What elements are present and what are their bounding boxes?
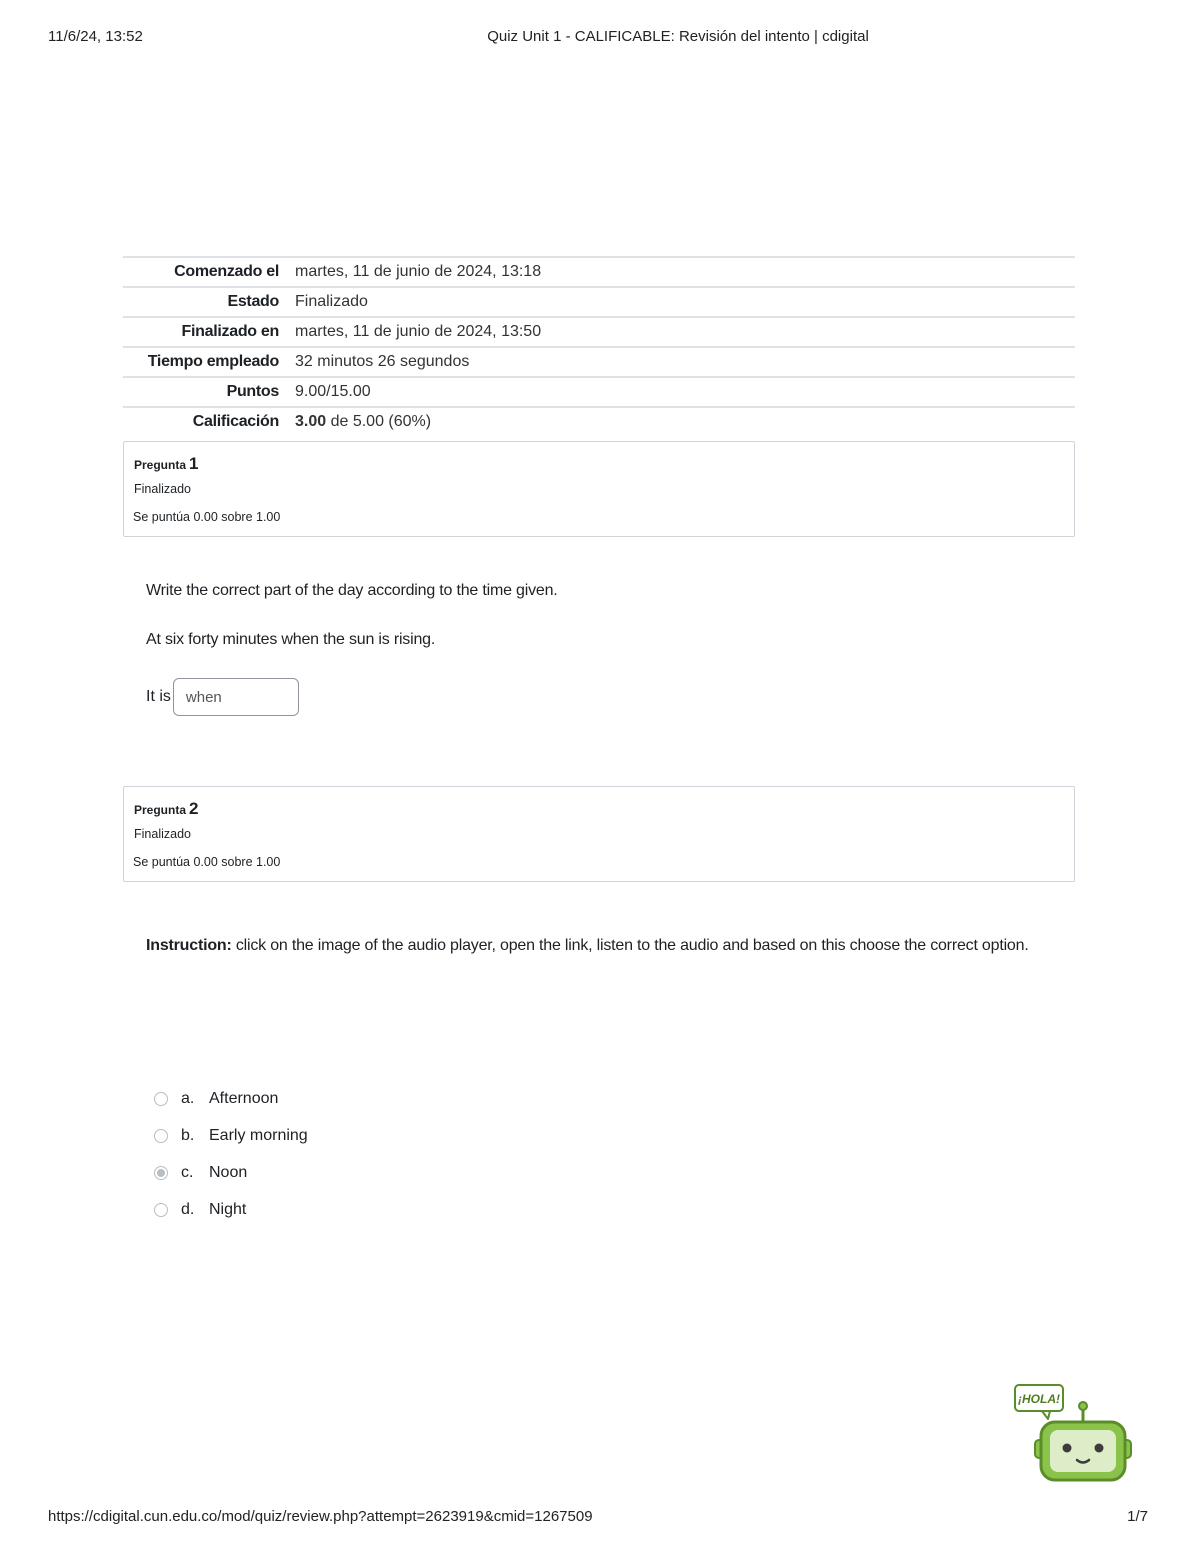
summary-label: Puntos (226, 383, 279, 400)
answer-options (154, 1080, 308, 1228)
question-number-value: 2 (189, 799, 199, 818)
option-letter: a. (181, 1089, 195, 1107)
question-label: Pregunta (134, 458, 187, 472)
summary-row-finished (123, 318, 1075, 348)
radio-button[interactable] (154, 1092, 168, 1106)
summary-label: Calificación (192, 413, 279, 430)
summary-row-time-taken (123, 348, 1075, 378)
summary-value: martes, 11 de junio de 2024, 13:50 (295, 323, 542, 340)
summary-row-state (123, 288, 1075, 318)
question-grade: Se puntúa 0.00 sobre 1.00 (133, 510, 281, 524)
option-letter: c. (181, 1163, 194, 1181)
question-state: Finalizado (134, 827, 191, 841)
instruction-text: click on the image of the audio player, open the link, listen to the audio and based on this choose the correct option. (231, 937, 1029, 954)
print-page-number: 1/7 (1127, 1508, 1148, 1525)
question-2-info (123, 786, 1075, 882)
summary-label: Comenzado el (174, 263, 279, 280)
question-1-info (123, 441, 1075, 537)
summary-value: 9.00/15.00 (295, 383, 371, 400)
option-b[interactable] (154, 1117, 308, 1154)
summary-value: 32 minutos 26 segundos (295, 353, 470, 370)
question-number (134, 454, 198, 474)
summary-row-points (123, 378, 1075, 408)
summary-label: Tiempo empleado (147, 353, 279, 370)
option-text: Noon (209, 1163, 248, 1181)
question-state: Finalizado (134, 482, 191, 496)
answer-input[interactable] (173, 678, 299, 716)
question-grade: Se puntúa 0.00 sobre 1.00 (133, 855, 281, 869)
summary-label: Finalizado en (181, 323, 279, 340)
question-number-value: 1 (189, 454, 199, 473)
chatbot-widget[interactable] (1012, 1382, 1132, 1486)
option-text: Early morning (209, 1126, 308, 1144)
option-letter: d. (181, 1200, 195, 1218)
chatbot-bubble-text: ¡HOLA! (1018, 1392, 1060, 1406)
instruction-label: Instruction: (146, 937, 232, 954)
radio-button-selected[interactable] (154, 1166, 168, 1180)
question-label: Pregunta (134, 803, 187, 817)
grade-value: 3.00 (295, 413, 327, 430)
option-text: Afternoon (209, 1089, 279, 1107)
summary-value: martes, 11 de junio de 2024, 13:18 (295, 263, 542, 280)
summary-row-grade (123, 408, 1075, 436)
question-2-instruction (146, 934, 1046, 958)
answer-prefix: It is (146, 688, 171, 705)
print-page-title: Quiz Unit 1 - CALIFICABLE: Revisión del intento | cdigital (487, 28, 869, 45)
option-text: Night (209, 1200, 247, 1218)
summary-value: Finalizado (295, 293, 368, 310)
print-datetime: 11/6/24, 13:52 (48, 28, 143, 45)
robot-icon[interactable] (1012, 1382, 1132, 1486)
question-1-answer (146, 678, 299, 716)
attempt-summary-table (123, 256, 1075, 436)
question-1-text: Write the correct part of the day according to the time given. (146, 582, 558, 599)
question-number (134, 799, 198, 819)
summary-value (295, 413, 1075, 431)
option-c[interactable] (154, 1154, 308, 1191)
question-1-prompt: At six forty minutes when the sun is rising. (146, 631, 436, 648)
print-url: https://cdigital.cun.edu.co/mod/quiz/review.php?attempt=2623919&cmid=1267509 (48, 1508, 593, 1525)
option-a[interactable] (154, 1080, 308, 1117)
summary-label: Estado (227, 293, 279, 310)
option-d[interactable] (154, 1191, 308, 1228)
radio-button[interactable] (154, 1203, 168, 1217)
radio-button[interactable] (154, 1129, 168, 1143)
option-letter: b. (181, 1126, 195, 1144)
grade-out-of: de 5.00 (60%) (326, 413, 432, 430)
summary-row-started (123, 258, 1075, 288)
